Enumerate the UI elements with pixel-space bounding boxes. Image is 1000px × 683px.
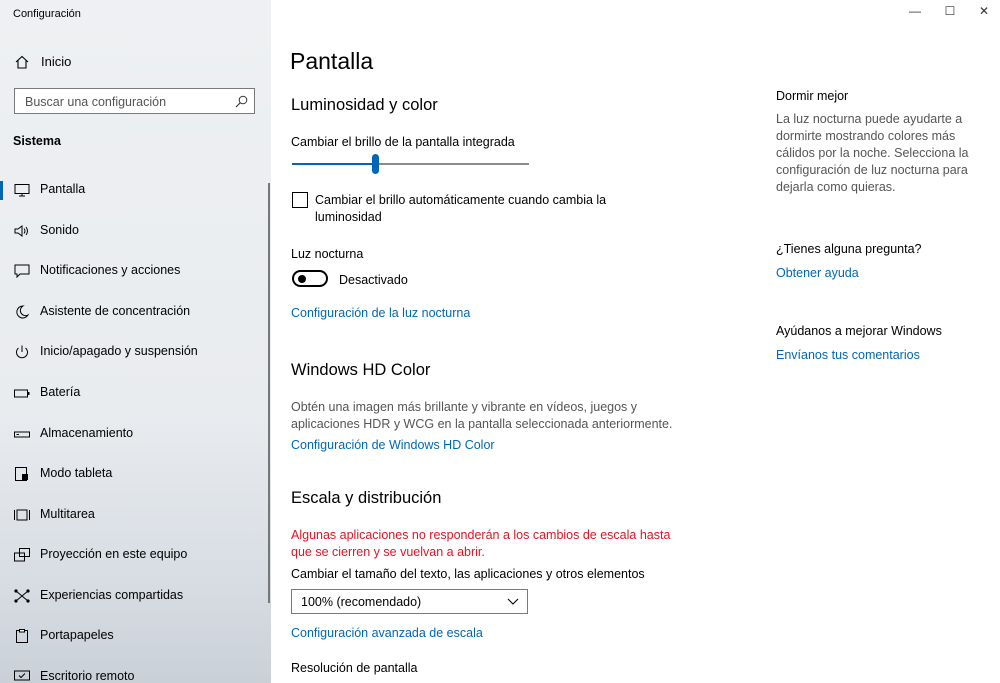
sidebar-item-label: Inicio/apagado y suspensión bbox=[40, 344, 198, 358]
brightness-slider[interactable] bbox=[292, 152, 529, 176]
auto-brightness-label-2: luminosidad bbox=[315, 210, 382, 224]
sidebar-item-label: Experiencias compartidas bbox=[40, 588, 184, 602]
sidebar-scrollbar[interactable] bbox=[268, 183, 270, 603]
sidebar-item-bateria[interactable] bbox=[0, 376, 268, 410]
get-help-link[interactable]: Obtener ayuda bbox=[776, 266, 859, 280]
hd-color-link[interactable]: Configuración de Windows HD Color bbox=[291, 438, 495, 452]
night-light-settings-link[interactable]: Configuración de la luz nocturna bbox=[291, 306, 471, 320]
sidebar-item-sonido[interactable] bbox=[0, 214, 268, 248]
storage-icon bbox=[14, 427, 30, 441]
home-icon bbox=[14, 54, 30, 70]
feedback-link[interactable]: Envíanos tus comentarios bbox=[776, 348, 920, 362]
shared-icon bbox=[14, 589, 30, 603]
sleep-desc-line: La luz nocturna puede ayudarte a bbox=[776, 112, 963, 126]
page-title: Pantalla bbox=[290, 48, 374, 74]
minimize-button[interactable]: — bbox=[909, 4, 921, 18]
sidebar-item-label: Batería bbox=[40, 385, 81, 399]
scale-heading: Escala y distribución bbox=[291, 489, 442, 507]
improve-title: Ayúdanos a mejorar Windows bbox=[776, 324, 942, 338]
sidebar-item-label: Almacenamiento bbox=[40, 426, 134, 440]
advanced-scale-link[interactable]: Configuración avanzada de escala bbox=[291, 626, 483, 640]
monitor-icon bbox=[14, 183, 30, 197]
scale-warning-1: Algunas aplicaciones no responderán a los cambios de escala hasta bbox=[291, 528, 671, 542]
search-icon[interactable] bbox=[235, 95, 248, 108]
scale-dropdown[interactable] bbox=[291, 589, 528, 614]
sleep-better-title: Dormir mejor bbox=[776, 89, 849, 103]
night-light-state: Desactivado bbox=[339, 273, 408, 287]
clipboard-icon bbox=[14, 629, 30, 643]
hd-color-desc-1: Obtén una imagen más brillante y vibrante en vídeos, juegos y bbox=[291, 400, 638, 414]
multitask-icon bbox=[14, 508, 30, 522]
sidebar-item-home[interactable] bbox=[0, 48, 271, 76]
power-icon bbox=[14, 345, 30, 359]
scale-warning-2: que se cierren y se vuelvan a abrir. bbox=[291, 545, 485, 559]
chevron-down-icon bbox=[507, 596, 519, 606]
sidebar-item-label: Sonido bbox=[40, 223, 79, 237]
sidebar-item-notificaciones[interactable] bbox=[0, 254, 268, 288]
speaker-icon bbox=[14, 224, 30, 238]
search-box[interactable] bbox=[14, 88, 255, 114]
hd-color-heading: Windows HD Color bbox=[291, 361, 431, 379]
question-title: ¿Tienes alguna pregunta? bbox=[776, 242, 922, 256]
projection-icon bbox=[14, 548, 30, 562]
sidebar-item-pantalla[interactable] bbox=[0, 173, 268, 207]
sidebar-item-label: Inicio bbox=[41, 54, 72, 69]
sidebar-item-almacenamiento[interactable] bbox=[0, 417, 268, 451]
sleep-desc-line: configuración de luz nocturna para bbox=[776, 163, 968, 177]
sidebar-item-inicio-apagado[interactable] bbox=[0, 335, 268, 369]
sleep-desc-line: dejarla como quieras. bbox=[776, 180, 896, 194]
sidebar-item-label: Asistente de concentración bbox=[40, 304, 191, 318]
search-input[interactable] bbox=[23, 93, 227, 111]
notification-icon bbox=[14, 264, 30, 278]
battery-icon bbox=[14, 386, 30, 400]
hd-color-desc-2: aplicaciones HDR y WCG en la pantalla seleccionada anteriormente. bbox=[291, 417, 673, 431]
close-button[interactable]: ✕ bbox=[978, 4, 990, 18]
sidebar bbox=[0, 0, 271, 683]
scale-size-label: Cambiar el tamaño del texto, las aplicaciones y otros elementos bbox=[291, 567, 645, 581]
sidebar-item-label: Multitarea bbox=[40, 507, 95, 521]
main-content bbox=[271, 0, 1000, 683]
tablet-icon bbox=[14, 467, 30, 481]
sidebar-item-label: Modo tableta bbox=[40, 466, 113, 480]
moon-icon bbox=[14, 305, 30, 319]
sidebar-item-modo-tableta[interactable] bbox=[0, 457, 268, 491]
scale-dropdown-value: 100% (recomendado) bbox=[301, 595, 422, 609]
window-title: Configuración bbox=[13, 8, 81, 20]
auto-brightness-label-1: Cambiar el brillo automáticamente cuando cambia la bbox=[315, 193, 607, 207]
night-light-toggle[interactable] bbox=[292, 270, 328, 287]
sidebar-item-experiencias[interactable] bbox=[0, 579, 268, 613]
sidebar-item-escritorio-remoto[interactable] bbox=[0, 660, 268, 683]
slider-fill bbox=[292, 163, 375, 165]
night-light-label: Luz nocturna bbox=[291, 247, 364, 261]
sidebar-item-concentracion[interactable] bbox=[0, 295, 268, 329]
brightness-heading: Luminosidad y color bbox=[291, 96, 438, 114]
sidebar-item-portapapeles[interactable] bbox=[0, 619, 268, 653]
slider-thumb[interactable] bbox=[372, 154, 379, 174]
sidebar-item-label: Proyección en este equipo bbox=[40, 547, 188, 561]
sleep-desc-line: cálidos por la noche. Selecciona la bbox=[776, 146, 969, 160]
section-title: Sistema bbox=[13, 134, 61, 148]
toggle-knob bbox=[298, 275, 306, 283]
remote-desktop-icon bbox=[14, 670, 30, 683]
sidebar-item-label: Notificaciones y acciones bbox=[40, 263, 181, 277]
sidebar-item-proyeccion[interactable] bbox=[0, 538, 268, 572]
maximize-button[interactable]: ☐ bbox=[944, 4, 956, 18]
sidebar-item-multitarea[interactable] bbox=[0, 498, 268, 532]
sidebar-item-label: Portapapeles bbox=[40, 628, 114, 642]
sidebar-item-label: Escritorio remoto bbox=[40, 669, 135, 683]
sleep-desc-line: dormirte mostrando colores más bbox=[776, 129, 956, 143]
sidebar-item-label: Pantalla bbox=[40, 182, 86, 196]
brightness-slider-label: Cambiar el brillo de la pantalla integrada bbox=[291, 135, 515, 149]
resolution-label: Resolución de pantalla bbox=[291, 661, 418, 675]
auto-brightness-checkbox[interactable] bbox=[292, 192, 308, 208]
